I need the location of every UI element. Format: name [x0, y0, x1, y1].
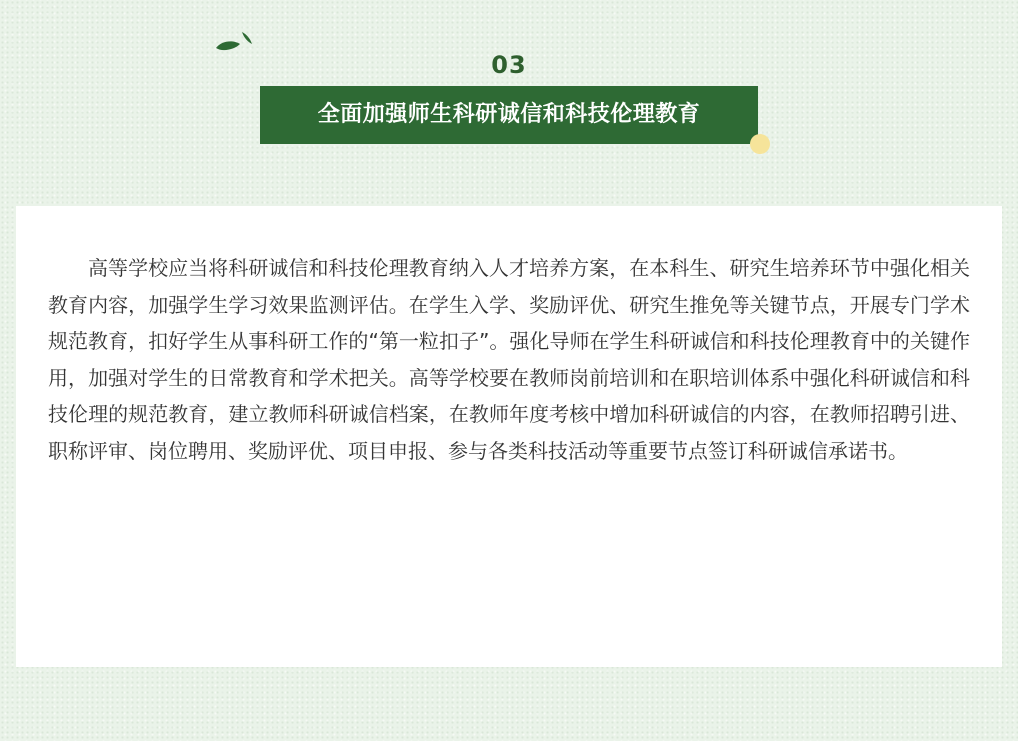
- section-title-banner: [260, 86, 758, 144]
- section-title: 全面加强师生科研诚信和科技伦理教育: [317, 102, 701, 127]
- body-paragraph: 高等学校应当将科研诚信和科技伦理教育纳入人才培养方案，在本科生、研究生培养环节中强化相关教育内容，加强学生学习效果监测评估。在学生入学、奖励评优、研究生推免等关键节点，开展专门学术规范教育，扣好学生从事科研工作的“第一粒扣子”。强化导师在学生科研诚信和科技伦理教育中的关键作用，加强对学生的日常教育和学术把关。高等学校要在教师岗前培训和在职培训体系中强化科研诚信和科技伦理的规范教育，建立教师科研诚信档案，在教师年度考核中增加科研诚信的内容，在教师招聘引进、职称评审、岗位聘用、奖励评优、项目申报、参与各类科技活动等重要节点签订科研诚信承诺书。: [48, 256, 970, 463]
- content-card: [16, 206, 1002, 667]
- section-number: 03: [491, 51, 527, 79]
- circle-dot-icon: [750, 134, 770, 154]
